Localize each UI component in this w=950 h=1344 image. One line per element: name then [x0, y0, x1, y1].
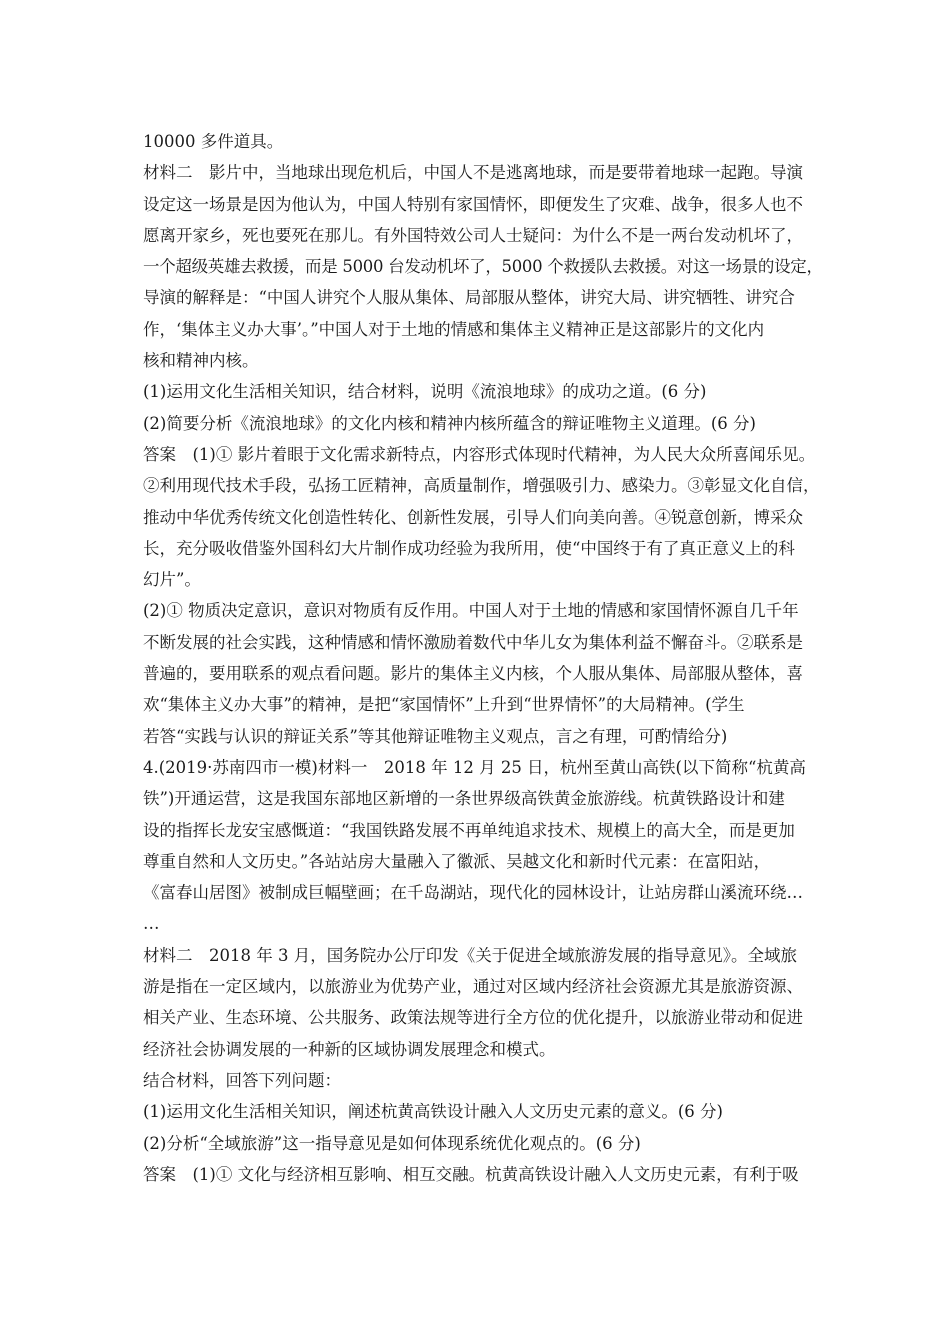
text-line: 设定这一场景是因为他认为，中国人特别有家国情怀，即便发生了灾难、战争，很多人也不 [143, 194, 803, 214]
text-line: 愿离开家乡，死也要死在那儿。有外国特效公司人士疑问：为什么不是一两台发动机坏了， [143, 225, 803, 245]
text-line: 导演的解释是：“中国人讲究个人服从集体、局部服从整体，讲究大局、讲究牺牲、讲究合 [143, 288, 795, 308]
text-line: (2)分析“全域旅游”这一指导意见是如何体现系统优化观点的。(6 分) [143, 1133, 641, 1153]
text-line: 若答“实践与认识的辩证关系”等其他辩证唯物主义观点，言之有理，可酌情给分) [143, 726, 728, 746]
text-line: … [143, 914, 160, 934]
text-line: 普遍的，要用联系的观点看问题。影片的集体主义内核，个人服从集体、局部服从整体，喜 [143, 664, 803, 684]
text-line: 推动中华优秀传统文化创造性转化、创新性发展，引导人们向美向善。④锐意创新，博采众 [143, 507, 803, 527]
text-line: 《富春山居图》被制成巨幅壁画；在千岛湖站，现代化的园林设计，让站房群山溪流环绕… [143, 883, 803, 903]
text-line: 铁”)开通运营，这是我国东部地区新增的一条世界级高铁黄金旅游线。杭黄铁路设计和建 [143, 789, 785, 809]
text-line: 答案 (1)① 文化与经济相互影响、相互交融。杭黄高铁设计融入人文历史元素，有利于吸 [143, 1164, 799, 1184]
text-line: ②利用现代技术手段，弘扬工匠精神，高质量制作，增强吸引力、感染力。③彰显文化自信， [143, 476, 820, 496]
text-line: 欢“集体主义办大事”的精神，是把“家国情怀”上升到“世界情怀”的大局精神。(学生 [143, 695, 745, 715]
text-line: 一个超级英雄去救援，而是 5000 台发动机坏了，5000 个救援队去救援。对这一场景的设定， [143, 257, 823, 277]
text-line: 4.(2019·苏南四市一模)材料一 2018 年 12 月 25 日，杭州至黄山高铁(以下简称“杭黄高 [143, 757, 806, 777]
text-line: 材料二 2018 年 3 月，国务院办公厅印发《关于促进全域旅游发展的指导意见》。全域旅 [143, 945, 797, 965]
text-line: 10000 多件道具。 [143, 132, 284, 151]
document-body [143, 126, 823, 1190]
text-line: 游是指在一定区域内，以旅游业为优势产业，通过对区域内经济社会资源尤其是旅游资源、 [143, 977, 803, 997]
text-line: 答案 (1)① 影片着眼于文化需求新特点，内容形式体现时代精神，为人民大众所喜闻乐见。 [143, 444, 816, 464]
text-line: 作，‘集体主义办大事’。”中国人对于土地的情感和集体主义精神正是这部影片的文化内 [143, 319, 765, 339]
text-line: 相关产业、生态环境、公共服务、政策法规等进行全方位的优化提升，以旅游业带动和促进 [143, 1008, 803, 1028]
text-line: 经济社会协调发展的一种新的区域协调发展理念和模式。 [143, 1039, 556, 1059]
text-line: (2)简要分析《流浪地球》的文化内核和精神内核所蕴含的辩证唯物主义道理。(6 分) [143, 413, 756, 433]
text-line: 材料二 影片中，当地球出现危机后，中国人不是逃离地球，而是要带着地球一起跑。导演 [143, 163, 803, 183]
text-line: (1)运用文化生活相关知识，结合材料，说明《流浪地球》的成功之道。(6 分) [143, 382, 707, 402]
text-line: (2)① 物质决定意识，意识对物质有反作用。中国人对于土地的情感和家国情怀源自几千年 [143, 601, 799, 621]
text-line: 结合材料，回答下列问题： [143, 1070, 341, 1090]
text-line: 长，充分吸收借鉴外国科幻大片制作成功经验为我所用，使“中国终于有了真正意义上的科 [143, 538, 795, 558]
text-line: 幻片”。 [143, 570, 201, 590]
text-line: 设的指挥长龙安宝感慨道：“我国铁路发展不再单纯追求技术、规模上的高大全，而是更加 [143, 820, 795, 840]
text-line: 尊重自然和人文历史。”各站站房大量融入了徽派、吴越文化和新时代元素：在富阳站， [143, 851, 771, 871]
text-line: (1)运用文化生活相关知识，阐述杭黄高铁设计融入人文历史元素的意义。(6 分) [143, 1102, 723, 1122]
text-line: 不断发展的社会实践，这种情感和情怀激励着数代中华儿女为集体利益不懈奋斗。②联系是 [143, 632, 803, 652]
text-line: 核和精神内核。 [143, 351, 259, 371]
